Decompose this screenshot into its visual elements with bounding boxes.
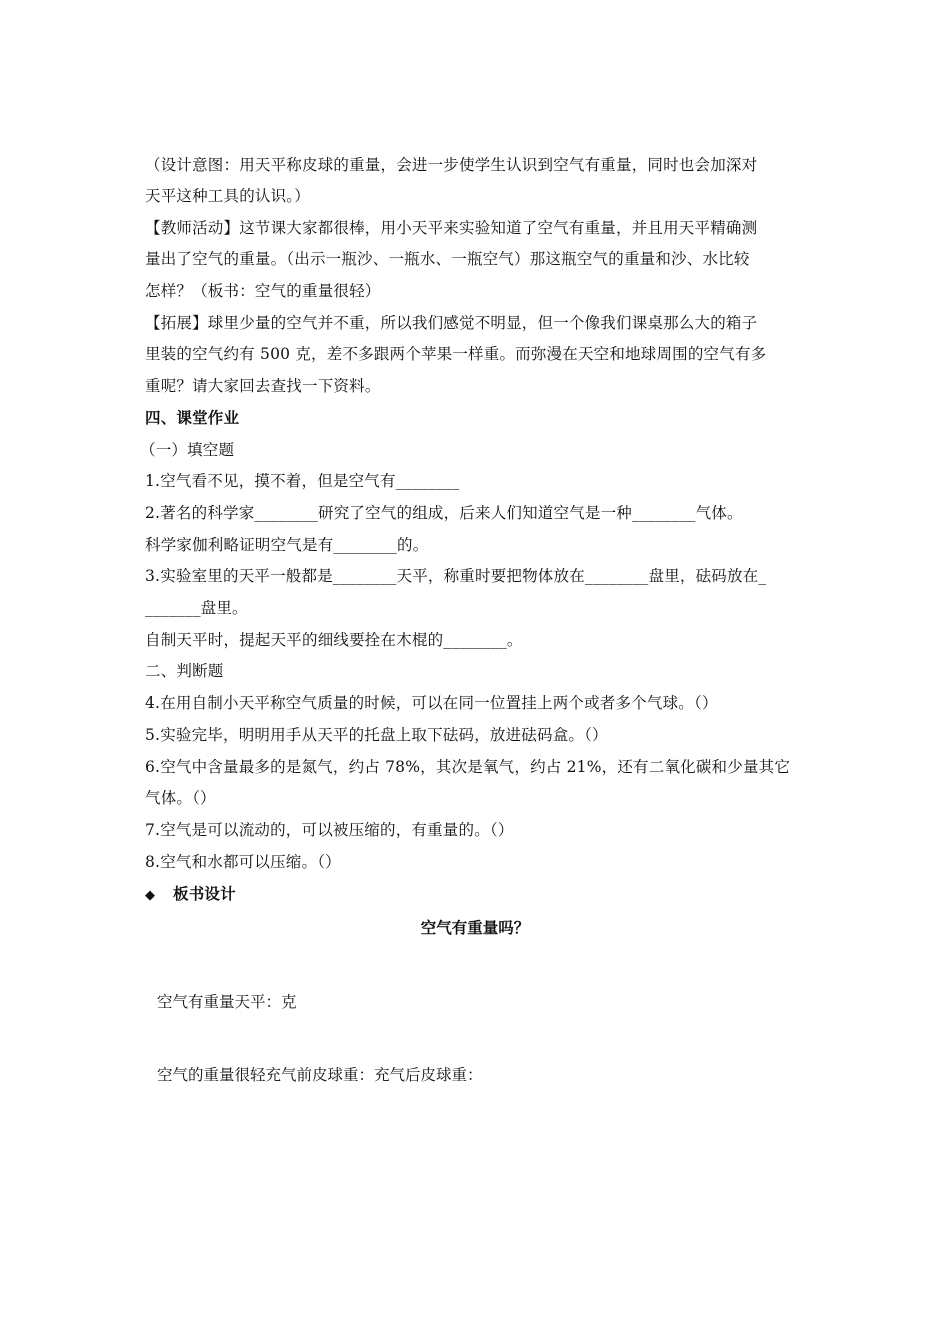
judge-heading: 二、判断题 (145, 662, 224, 680)
question-2b: 科学家伽利略证明空气是有________的。 (145, 536, 429, 554)
question-3c: 自制天平时，提起天平的细线要拴在木棍的________。 (145, 631, 523, 649)
question-6a: 6.空气中含量最多的是氮气，约占 78%，其次是氧气，约占 21%，还有二氧化碳和少量其它 (145, 758, 791, 776)
board-line-1: 空气有重量天平：克 (157, 993, 297, 1011)
question-7: 7.空气是可以流动的，可以被压缩的，有重量的。（） (145, 821, 514, 839)
design-intent-line-1: （设计意图：用天平称皮球的重量，会进一步使学生认识到空气有重量，同时也会加深对 (145, 156, 758, 174)
board-design-heading (145, 884, 810, 906)
question-3a: 3.实验室里的天平一般都是________天平，称重时要把物体放在________盘里，砝码放在_ (145, 567, 767, 585)
board-line-2: 空气的重量很轻充气前皮球重：充气后皮球重： (157, 1066, 483, 1084)
teacher-activity-line-1: 【教师活动】这节课大家都很棒，用小天平来实验知道了空气有重量，并且用天平精确测 (145, 219, 758, 237)
question-2: 2.著名的科学家________研究了空气的组成，后来人们知道空气是一种________气体。 (145, 504, 743, 522)
extension-line-2: 里装的空气约有 500 克，差不多跟两个苹果一样重。而弥漫在天空和地球周围的空气有多 (145, 345, 767, 363)
board-title: 空气有重量吗？ (420, 918, 530, 937)
question-6b: 气体。（） (145, 789, 216, 807)
question-4: 4.在用自制小天平称空气质量的时候，可以在同一位置挂上两个或者多个气球。（） (145, 694, 718, 712)
extension-line-3: 重呢？请大家回去查找一下资料。 (145, 377, 381, 395)
question-1: 1.空气看不见，摸不着，但是空气有________ (145, 472, 460, 490)
diamond-bullet-icon: ◆ (145, 888, 156, 903)
board-design-label: 板书设计 (173, 884, 236, 903)
fill-in-heading: （一）填空题 (140, 441, 235, 459)
question-3b: _______盘里。 (145, 599, 248, 617)
teacher-activity-line-3: 怎样？（板书：空气的重量很轻） (145, 282, 381, 300)
design-intent-line-2: 天平这种工具的认识。） (145, 187, 310, 205)
extension-line-1: 【拓展】球里少量的空气并不重，所以我们感觉不明显，但一个像我们课桌那么大的箱子 (145, 314, 758, 332)
question-5: 5.实验完毕，明明用手从天平的托盘上取下砝码，放进砝码盒。（） (145, 726, 608, 744)
teacher-activity-line-2: 量出了空气的重量。（出示一瓶沙、一瓶水、一瓶空气）那这瓶空气的重量和沙、水比较 (145, 250, 750, 268)
homework-heading: 四、课堂作业 (145, 408, 240, 427)
question-8: 8.空气和水都可以压缩。（） (145, 853, 341, 871)
